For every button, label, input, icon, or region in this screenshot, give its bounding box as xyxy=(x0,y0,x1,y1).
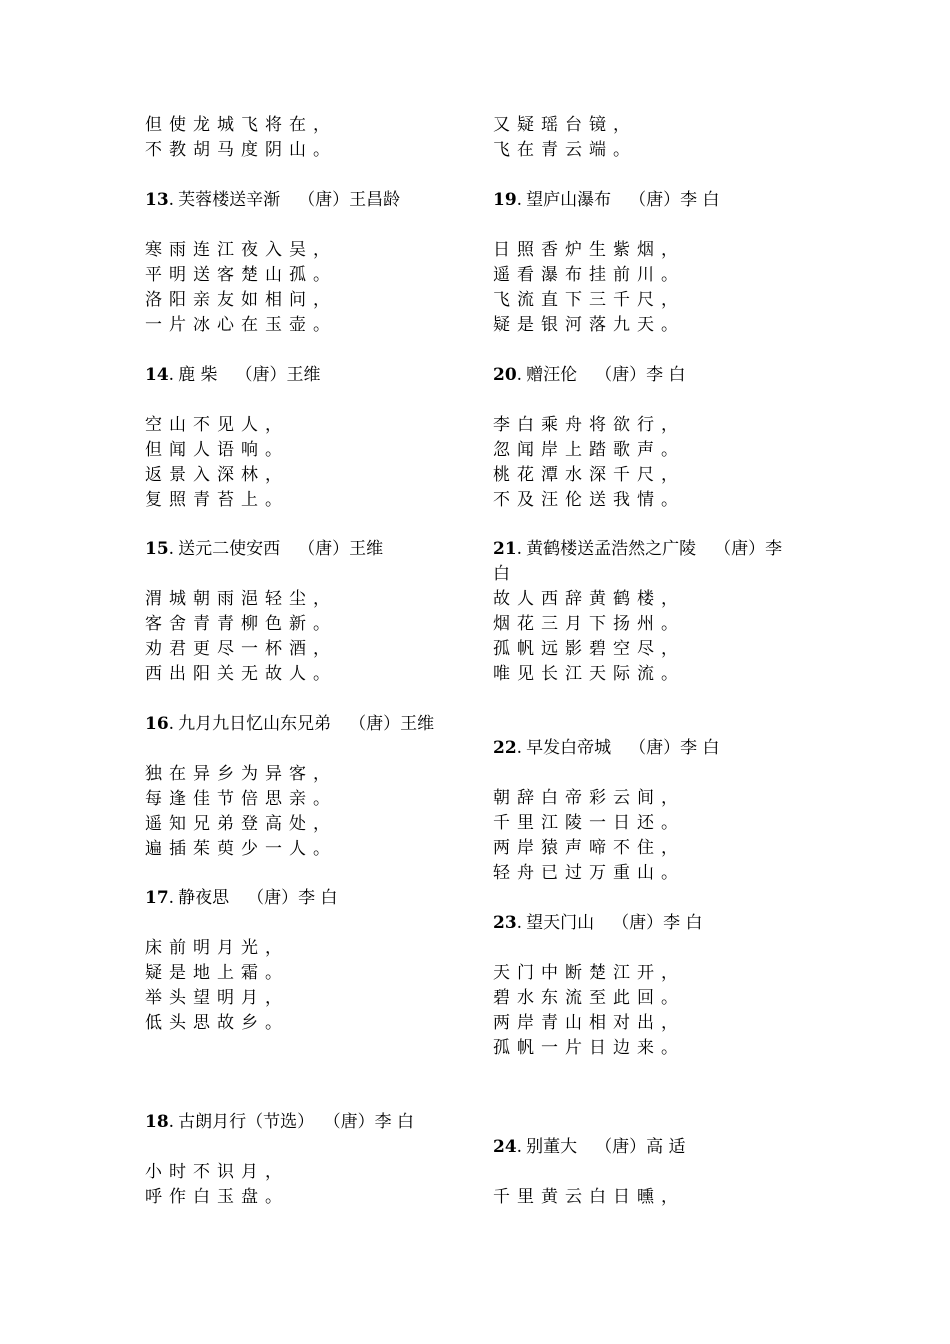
poem-line: 天门中断楚江开， xyxy=(493,963,685,983)
poem-line: 举头望明月， xyxy=(145,988,289,1008)
poem-line: 碧水东流至此回。 xyxy=(493,988,685,1008)
poem-line: 两岸猿声啼不住， xyxy=(493,838,685,858)
poem-line: 朝辞白帝彩云间， xyxy=(493,788,685,808)
poem-title xyxy=(145,363,465,388)
poem-name: 早发白帝城 xyxy=(526,738,612,758)
poem-author: （唐）李 白 xyxy=(629,190,720,210)
poem-author: （唐）王维 xyxy=(349,714,435,734)
poem-line: 遍插茱萸少一人。 xyxy=(145,839,337,859)
poem-line: 西出阳关无故人。 xyxy=(145,664,337,684)
poem-number: 23 xyxy=(493,913,517,933)
poem-number: 21 xyxy=(493,539,517,559)
poem-author: （唐）李 白 xyxy=(612,913,703,933)
poem-number: 19 xyxy=(493,190,517,210)
poem-number: 13 xyxy=(145,190,169,210)
poem-number: 15 xyxy=(145,539,169,559)
poem-line: 不教胡马度阴山。 xyxy=(145,140,337,160)
poem-line: 劝君更尽一杯酒， xyxy=(145,639,337,659)
poem-title xyxy=(493,537,803,584)
poem-line: 飞流直下三千尺， xyxy=(493,290,685,310)
poem-number: 16 xyxy=(145,714,169,734)
poem-line: 独在异乡为异客， xyxy=(145,764,337,784)
poem-line: 寒雨连江夜入吴， xyxy=(145,240,337,260)
poem-line: 飞在青云端。 xyxy=(493,140,637,160)
poem-name: 送元二使安西 xyxy=(178,539,281,559)
poem-title xyxy=(493,911,813,936)
poem-title xyxy=(145,1110,465,1135)
poem-line: 但使龙城飞将在， xyxy=(145,115,337,135)
poem-line: 遥知兄弟登高处， xyxy=(145,814,337,834)
poem-number: 20 xyxy=(493,365,517,385)
poem-number: 14 xyxy=(145,365,169,385)
poem-line: 遥看瀑布挂前川。 xyxy=(493,265,685,285)
poem-name: 别董大 xyxy=(526,1137,578,1157)
poem-line: 小时不识月， xyxy=(145,1162,289,1182)
poem-name: 望庐山瀑布 xyxy=(526,190,612,210)
poem-line: 一片冰心在玉壶。 xyxy=(145,315,337,335)
poem-line: 平明送客楚山孤。 xyxy=(145,265,337,285)
poem-line: 床前明月光， xyxy=(145,938,289,958)
poem-line: 千里江陵一日还。 xyxy=(493,813,685,833)
poem-19 xyxy=(493,188,813,338)
poem-continuation xyxy=(493,113,813,163)
number-separator: . xyxy=(516,1137,523,1157)
poem-name: 望天门山 xyxy=(526,913,595,933)
poem-name: 九月九日忆山东兄弟 xyxy=(178,714,332,734)
poem-line: 洛阳亲友如相问， xyxy=(145,290,337,310)
poem-line: 空山不见人， xyxy=(145,415,289,435)
poem-author: （唐）李 白 xyxy=(595,365,686,385)
poem-24 xyxy=(493,1135,813,1210)
poem-line: 客舍青青柳色新。 xyxy=(145,614,337,634)
poem-line: 千里黄云白日曛， xyxy=(493,1187,685,1207)
poem-author: （唐）李 白 xyxy=(247,888,338,908)
poem-line: 疑是地上霜。 xyxy=(145,963,289,983)
poem-line: 日照香炉生紫烟， xyxy=(493,240,685,260)
poem-line: 又疑瑶台镜， xyxy=(493,115,637,135)
poem-line: 低头思故乡。 xyxy=(145,1013,289,1033)
poem-title xyxy=(145,188,465,213)
poem-line: 孤帆远影碧空尽， xyxy=(493,639,685,659)
poem-title xyxy=(145,712,465,737)
poem-name: 赠汪伦 xyxy=(526,365,578,385)
number-separator: . xyxy=(516,539,523,559)
number-separator: . xyxy=(516,738,523,758)
poem-line: 轻舟已过万重山。 xyxy=(493,863,685,883)
poem-name: 鹿 柴 xyxy=(178,365,218,385)
poem-author: （唐）王昌龄 xyxy=(298,190,401,210)
poem-line: 但闻人语响。 xyxy=(145,440,289,460)
number-separator: . xyxy=(168,888,175,908)
poem-line: 每逢佳节倍思亲。 xyxy=(145,789,337,809)
number-separator: . xyxy=(168,539,175,559)
number-separator: . xyxy=(168,365,175,385)
poem-14 xyxy=(145,363,465,513)
poem-number: 24 xyxy=(493,1137,517,1157)
poem-17 xyxy=(145,886,465,1036)
poem-number: 22 xyxy=(493,738,517,758)
number-separator: . xyxy=(516,913,523,933)
poem-author: （唐）李 白 xyxy=(332,1112,414,1132)
poem-title xyxy=(493,736,813,761)
poem-title xyxy=(145,886,465,911)
poem-line: 不及汪伦送我情。 xyxy=(493,490,685,510)
poem-author: （唐）王维 xyxy=(235,365,321,385)
poem-23 xyxy=(493,911,813,1061)
poem-line: 复照青苔上。 xyxy=(145,490,289,510)
poem-22 xyxy=(493,736,813,886)
poem-line: 返景入深林， xyxy=(145,465,289,485)
poem-15 xyxy=(145,537,465,687)
poem-21 xyxy=(493,537,813,687)
poem-name: 静夜思 xyxy=(178,888,230,908)
poem-author: （唐）高 适 xyxy=(595,1137,686,1157)
poem-line: 烟花三月下扬州。 xyxy=(493,614,685,634)
poem-number: 17 xyxy=(145,888,169,908)
number-separator: . xyxy=(168,190,175,210)
poem-20 xyxy=(493,363,813,513)
poem-line: 李白乘舟将欲行， xyxy=(493,415,685,435)
poem-title xyxy=(493,1135,813,1160)
poem-line: 渭城朝雨浥轻尘， xyxy=(145,589,337,609)
number-separator: . xyxy=(516,365,523,385)
poem-title xyxy=(145,537,465,562)
poem-16 xyxy=(145,712,465,862)
poem-name: 黄鹤楼送孟浩然之广陵 xyxy=(526,539,697,559)
poem-author: （唐）李 白 xyxy=(629,738,720,758)
poem-continuation xyxy=(145,113,465,163)
poem-title xyxy=(493,363,813,388)
poem-18 xyxy=(145,1110,465,1210)
poem-line: 呼作白玉盘。 xyxy=(145,1187,289,1207)
poem-line: 桃花潭水深千尺， xyxy=(493,465,685,485)
poem-number: 18 xyxy=(145,1112,169,1132)
poem-title xyxy=(493,188,813,213)
poem-line: 唯见长江天际流。 xyxy=(493,664,685,684)
number-separator: . xyxy=(168,1112,175,1132)
poem-name: 古朗月行（节选） xyxy=(178,1112,315,1132)
poem-line: 孤帆一片日边来。 xyxy=(493,1038,685,1058)
number-separator: . xyxy=(168,714,175,734)
poem-line: 两岸青山相对出， xyxy=(493,1013,685,1033)
poem-line: 疑是银河落九天。 xyxy=(493,315,685,335)
poem-author: （唐）李 白 xyxy=(493,539,783,584)
poem-name: 芙蓉楼送辛渐 xyxy=(178,190,281,210)
poem-13 xyxy=(145,188,465,338)
poem-line: 故人西辞黄鹤楼， xyxy=(493,589,685,609)
poem-author: （唐）王维 xyxy=(298,539,384,559)
number-separator: . xyxy=(516,190,523,210)
poem-line: 忽闻岸上踏歌声。 xyxy=(493,440,685,460)
